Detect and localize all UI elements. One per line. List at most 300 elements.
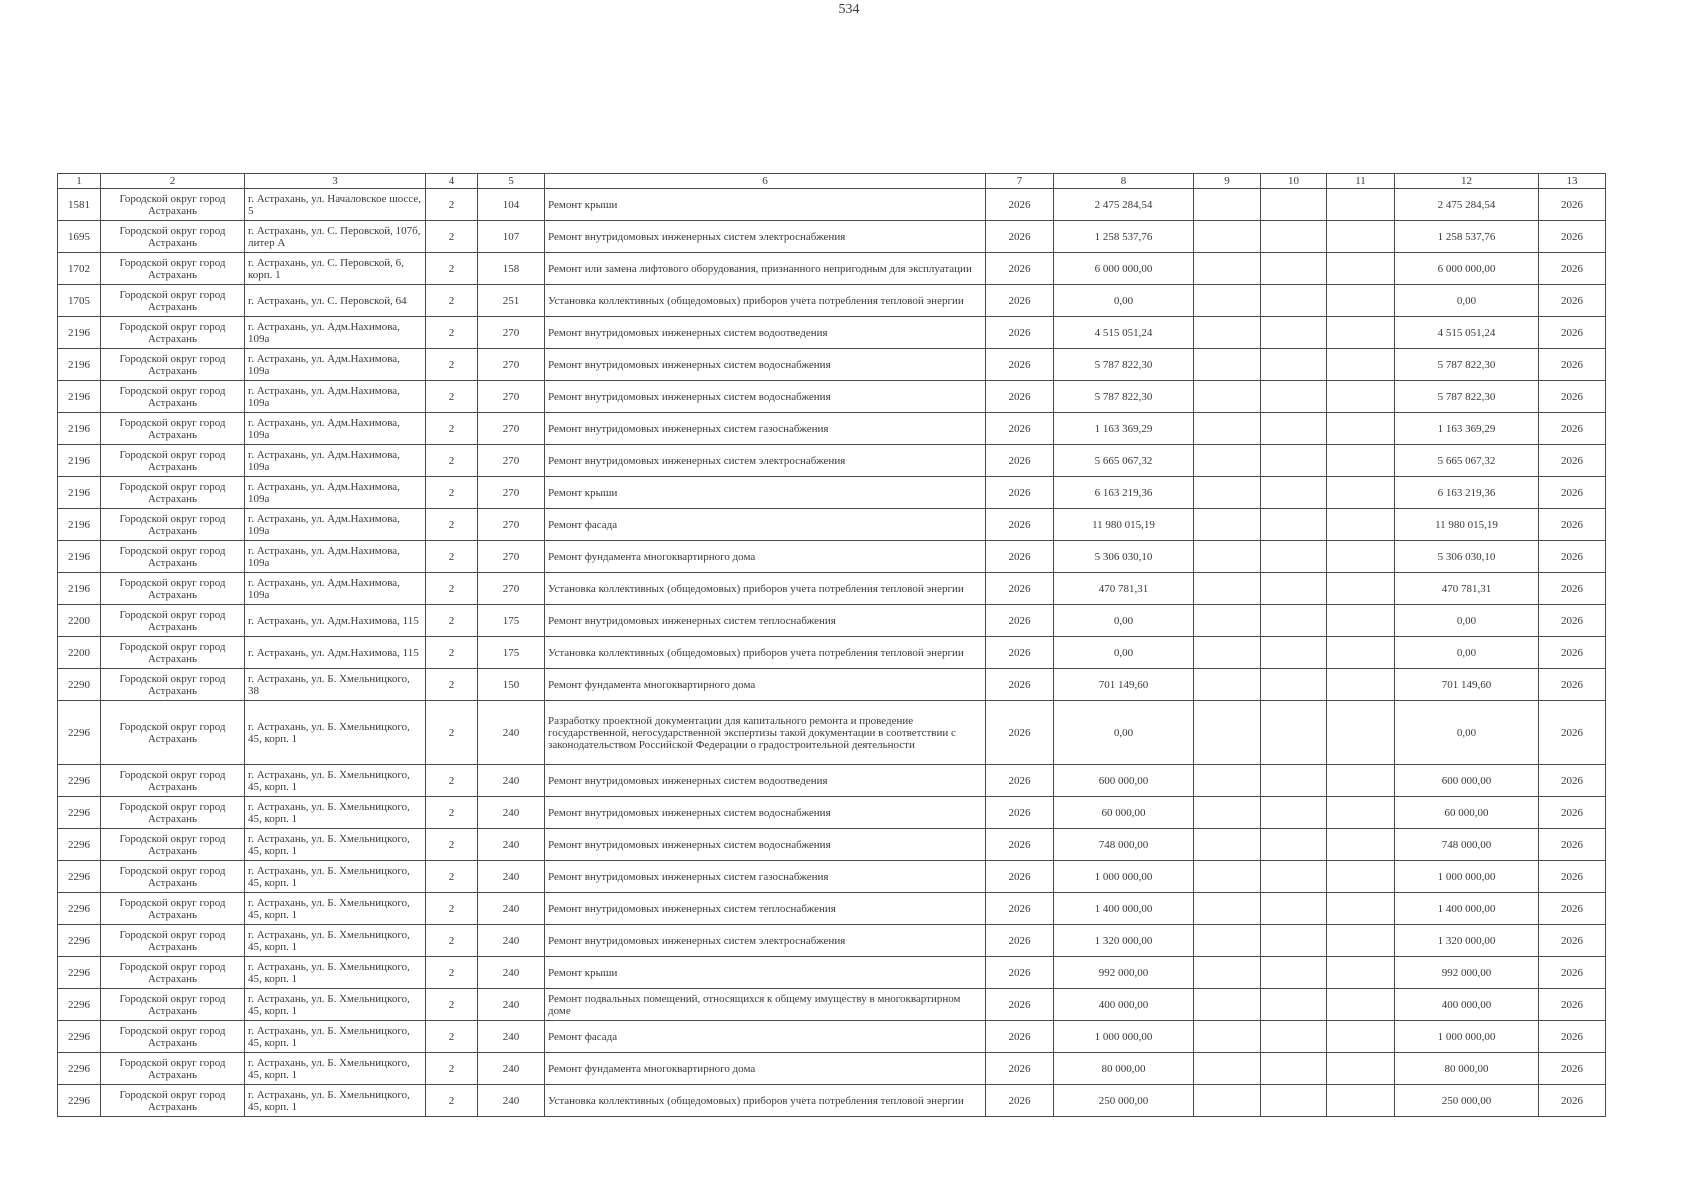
cell-year: 2026: [986, 541, 1054, 573]
cell-year: 2026: [986, 957, 1054, 989]
cell-col-5: 270: [478, 509, 545, 541]
cell-work-type: Установка коллективных (общедомовых) приборов учета потребления тепловой энергии: [545, 637, 986, 669]
cell-record-number: 2296: [58, 1021, 101, 1053]
table-body: [58, 189, 1606, 1117]
cell-completion-year: 2026: [1539, 637, 1606, 669]
cell-col-4: 2: [426, 413, 478, 445]
cell-record-number: 2196: [58, 445, 101, 477]
cell-address: г. Астрахань, ул. Адм.Нахимова, 109а: [245, 413, 426, 445]
cell-col-9: [1194, 797, 1261, 829]
cell-cost: 4 515 051,24: [1054, 317, 1194, 349]
cell-year: 2026: [986, 349, 1054, 381]
cell-work-type: Ремонт внутридомовых инженерных систем водоснабжения: [545, 829, 986, 861]
cell-address: г. Астрахань, ул. Б. Хмельницкого, 45, корп. 1: [245, 957, 426, 989]
cell-col-9: [1194, 1085, 1261, 1117]
cell-col-4: 2: [426, 573, 478, 605]
cell-col-10: [1261, 221, 1327, 253]
cell-completion-year: 2026: [1539, 413, 1606, 445]
cell-record-number: 2196: [58, 509, 101, 541]
header-cell: 11: [1327, 174, 1395, 189]
cell-col-5: 240: [478, 1021, 545, 1053]
cell-col-11: [1327, 317, 1395, 349]
cell-fund-amount: 701 149,60: [1395, 669, 1539, 701]
cell-address: г. Астрахань, ул. Б. Хмельницкого, 38: [245, 669, 426, 701]
cell-work-type: Ремонт крыши: [545, 189, 986, 221]
cell-address: г. Астрахань, ул. Адм.Нахимова, 109а: [245, 573, 426, 605]
cell-year: 2026: [986, 253, 1054, 285]
cell-address: г. Астрахань, ул. Адм.Нахимова, 115: [245, 637, 426, 669]
cell-completion-year: 2026: [1539, 925, 1606, 957]
cell-col-10: [1261, 285, 1327, 317]
cell-work-type: Ремонт крыши: [545, 477, 986, 509]
cell-col-11: [1327, 829, 1395, 861]
header-cell: 1: [58, 174, 101, 189]
cell-year: 2026: [986, 381, 1054, 413]
cell-work-type: Ремонт внутридомовых инженерных систем водоснабжения: [545, 797, 986, 829]
cell-cost: 701 149,60: [1054, 669, 1194, 701]
cell-fund-amount: 1 400 000,00: [1395, 893, 1539, 925]
cell-col-4: 2: [426, 605, 478, 637]
cell-col-5: 270: [478, 413, 545, 445]
cell-fund-amount: 80 000,00: [1395, 1053, 1539, 1085]
capital-repair-table: [57, 173, 1606, 1117]
cell-municipality: Городской округ город Астрахань: [101, 925, 245, 957]
cell-col-4: 2: [426, 317, 478, 349]
cell-fund-amount: 0,00: [1395, 605, 1539, 637]
cell-col-9: [1194, 189, 1261, 221]
cell-col-10: [1261, 317, 1327, 349]
cell-col-5: 240: [478, 765, 545, 797]
cell-work-type: Ремонт внутридомовых инженерных систем газоснабжения: [545, 861, 986, 893]
cell-completion-year: 2026: [1539, 509, 1606, 541]
cell-col-10: [1261, 829, 1327, 861]
cell-col-5: 240: [478, 701, 545, 765]
cell-municipality: Городской округ город Астрахань: [101, 605, 245, 637]
cell-address: г. Астрахань, ул. Адм.Нахимова, 109а: [245, 349, 426, 381]
cell-col-11: [1327, 541, 1395, 573]
cell-col-5: 240: [478, 861, 545, 893]
header-cell: 3: [245, 174, 426, 189]
cell-work-type: Ремонт внутридомовых инженерных систем электроснабжения: [545, 925, 986, 957]
cell-col-9: [1194, 669, 1261, 701]
cell-col-11: [1327, 509, 1395, 541]
cell-municipality: Городской округ город Астрахань: [101, 317, 245, 349]
cell-completion-year: 2026: [1539, 957, 1606, 989]
cell-col-11: [1327, 989, 1395, 1021]
cell-work-type: Ремонт внутридомовых инженерных систем теплоснабжения: [545, 605, 986, 637]
cell-col-5: 270: [478, 381, 545, 413]
cell-record-number: 2196: [58, 477, 101, 509]
cell-year: 2026: [986, 797, 1054, 829]
cell-col-4: 2: [426, 189, 478, 221]
cell-year: 2026: [986, 445, 1054, 477]
cell-municipality: Городской округ город Астрахань: [101, 701, 245, 765]
cell-address: г. Астрахань, ул. Б. Хмельницкого, 45, корп. 1: [245, 1053, 426, 1085]
cell-completion-year: 2026: [1539, 189, 1606, 221]
cell-col-11: [1327, 605, 1395, 637]
cell-fund-amount: 992 000,00: [1395, 957, 1539, 989]
cell-col-9: [1194, 989, 1261, 1021]
cell-col-11: [1327, 413, 1395, 445]
cell-year: 2026: [986, 989, 1054, 1021]
cell-municipality: Городской округ город Астрахань: [101, 669, 245, 701]
cell-col-11: [1327, 669, 1395, 701]
cell-record-number: 1702: [58, 253, 101, 285]
cell-cost: 5 306 030,10: [1054, 541, 1194, 573]
cell-address: г. Астрахань, ул. Б. Хмельницкого, 45, корп. 1: [245, 925, 426, 957]
cell-col-11: [1327, 445, 1395, 477]
cell-work-type: Ремонт подвальных помещений, относящихся к общему имуществу в многоквартирном доме: [545, 989, 986, 1021]
cell-col-11: [1327, 573, 1395, 605]
cell-fund-amount: 250 000,00: [1395, 1085, 1539, 1117]
cell-col-4: 2: [426, 349, 478, 381]
cell-col-5: 240: [478, 925, 545, 957]
cell-fund-amount: 11 980 015,19: [1395, 509, 1539, 541]
cell-col-10: [1261, 861, 1327, 893]
cell-cost: 11 980 015,19: [1054, 509, 1194, 541]
cell-cost: 250 000,00: [1054, 1085, 1194, 1117]
cell-year: 2026: [986, 317, 1054, 349]
cell-address: г. Астрахань, ул. Б. Хмельницкого, 45, корп. 1: [245, 861, 426, 893]
header-cell: 9: [1194, 174, 1261, 189]
cell-address: г. Астрахань, ул. Началовское шоссе, 5: [245, 189, 426, 221]
cell-col-10: [1261, 445, 1327, 477]
cell-year: 2026: [986, 701, 1054, 765]
cell-col-9: [1194, 509, 1261, 541]
cell-cost: 0,00: [1054, 701, 1194, 765]
cell-col-4: 2: [426, 829, 478, 861]
cell-col-5: 270: [478, 477, 545, 509]
cell-completion-year: 2026: [1539, 669, 1606, 701]
table-row: [58, 765, 1606, 797]
cell-col-10: [1261, 1085, 1327, 1117]
cell-completion-year: 2026: [1539, 829, 1606, 861]
cell-col-4: 2: [426, 765, 478, 797]
table-row: [58, 957, 1606, 989]
cell-col-4: 2: [426, 541, 478, 573]
cell-col-10: [1261, 701, 1327, 765]
cell-work-type: Ремонт внутридомовых инженерных систем водоотведения: [545, 765, 986, 797]
cell-municipality: Городской округ город Астрахань: [101, 1053, 245, 1085]
cell-col-11: [1327, 861, 1395, 893]
cell-col-9: [1194, 637, 1261, 669]
cell-cost: 6 163 219,36: [1054, 477, 1194, 509]
cell-col-5: 251: [478, 285, 545, 317]
cell-record-number: 2296: [58, 797, 101, 829]
cell-col-9: [1194, 925, 1261, 957]
cell-record-number: 2196: [58, 349, 101, 381]
cell-col-11: [1327, 765, 1395, 797]
cell-completion-year: 2026: [1539, 1021, 1606, 1053]
cell-work-type: Ремонт внутридомовых инженерных систем теплоснабжения: [545, 893, 986, 925]
cell-municipality: Городской округ город Астрахань: [101, 637, 245, 669]
cell-col-5: 240: [478, 957, 545, 989]
cell-record-number: 2296: [58, 925, 101, 957]
cell-work-type: Ремонт внутридомовых инженерных систем водоснабжения: [545, 349, 986, 381]
cell-record-number: 1581: [58, 189, 101, 221]
table-row: [58, 861, 1606, 893]
cell-col-9: [1194, 541, 1261, 573]
cell-fund-amount: 1 258 537,76: [1395, 221, 1539, 253]
cell-record-number: 2296: [58, 957, 101, 989]
cell-fund-amount: 600 000,00: [1395, 765, 1539, 797]
cell-address: г. Астрахань, ул. Адм.Нахимова, 109а: [245, 445, 426, 477]
cell-work-type: Ремонт фасада: [545, 1021, 986, 1053]
cell-col-10: [1261, 509, 1327, 541]
cell-work-type: Установка коллективных (общедомовых) приборов учета потребления тепловой энергии: [545, 1085, 986, 1117]
cell-municipality: Городской округ город Астрахань: [101, 829, 245, 861]
cell-col-10: [1261, 797, 1327, 829]
cell-municipality: Городской округ город Астрахань: [101, 957, 245, 989]
cell-col-10: [1261, 957, 1327, 989]
cell-work-type: Ремонт внутридомовых инженерных систем электроснабжения: [545, 445, 986, 477]
cell-col-5: 107: [478, 221, 545, 253]
cell-col-4: 2: [426, 477, 478, 509]
cell-col-9: [1194, 829, 1261, 861]
cell-address: г. Астрахань, ул. С. Перовской, 64: [245, 285, 426, 317]
cell-col-9: [1194, 701, 1261, 765]
cell-year: 2026: [986, 829, 1054, 861]
cell-address: г. Астрахань, ул. Б. Хмельницкого, 45, корп. 1: [245, 829, 426, 861]
cell-fund-amount: 748 000,00: [1395, 829, 1539, 861]
cell-address: г. Астрахань, ул. Адм.Нахимова, 109а: [245, 541, 426, 573]
cell-fund-amount: 5 665 067,32: [1395, 445, 1539, 477]
cell-fund-amount: 5 787 822,30: [1395, 349, 1539, 381]
cell-col-11: [1327, 701, 1395, 765]
cell-completion-year: 2026: [1539, 573, 1606, 605]
cell-fund-amount: 0,00: [1395, 637, 1539, 669]
cell-cost: 600 000,00: [1054, 765, 1194, 797]
cell-col-5: 240: [478, 1085, 545, 1117]
cell-completion-year: 2026: [1539, 1085, 1606, 1117]
cell-record-number: 2296: [58, 989, 101, 1021]
header-cell: 2: [101, 174, 245, 189]
cell-municipality: Городской округ город Астрахань: [101, 893, 245, 925]
table-row: [58, 669, 1606, 701]
cell-record-number: 2196: [58, 381, 101, 413]
cell-address: г. Астрахань, ул. С. Перовской, 6, корп. 1: [245, 253, 426, 285]
cell-fund-amount: 2 475 284,54: [1395, 189, 1539, 221]
cell-cost: 1 258 537,76: [1054, 221, 1194, 253]
cell-col-11: [1327, 925, 1395, 957]
cell-completion-year: 2026: [1539, 349, 1606, 381]
cell-fund-amount: 1 000 000,00: [1395, 861, 1539, 893]
cell-work-type: Ремонт внутридомовых инженерных систем газоснабжения: [545, 413, 986, 445]
table-row: [58, 317, 1606, 349]
cell-fund-amount: 4 515 051,24: [1395, 317, 1539, 349]
cell-year: 2026: [986, 477, 1054, 509]
cell-col-9: [1194, 413, 1261, 445]
cell-fund-amount: 1 320 000,00: [1395, 925, 1539, 957]
cell-address: г. Астрахань, ул. Адм.Нахимова, 109а: [245, 381, 426, 413]
header-cell: 10: [1261, 174, 1327, 189]
cell-completion-year: 2026: [1539, 893, 1606, 925]
cell-municipality: Городской округ город Астрахань: [101, 349, 245, 381]
cell-completion-year: 2026: [1539, 285, 1606, 317]
cell-cost: 1 320 000,00: [1054, 925, 1194, 957]
cell-municipality: Городской округ город Астрахань: [101, 477, 245, 509]
header-cell: 13: [1539, 174, 1606, 189]
cell-completion-year: 2026: [1539, 861, 1606, 893]
cell-cost: 6 000 000,00: [1054, 253, 1194, 285]
cell-municipality: Городской округ город Астрахань: [101, 285, 245, 317]
cell-address: г. Астрахань, ул. С. Перовской, 107б, литер А: [245, 221, 426, 253]
cell-fund-amount: 400 000,00: [1395, 989, 1539, 1021]
cell-col-5: 175: [478, 637, 545, 669]
cell-address: г. Астрахань, ул. Б. Хмельницкого, 45, корп. 1: [245, 765, 426, 797]
cell-col-10: [1261, 1053, 1327, 1085]
cell-completion-year: 2026: [1539, 253, 1606, 285]
cell-year: 2026: [986, 1021, 1054, 1053]
table-row: [58, 925, 1606, 957]
cell-address: г. Астрахань, ул. Адм.Нахимова, 109а: [245, 317, 426, 349]
cell-municipality: Городской округ город Астрахань: [101, 413, 245, 445]
cell-fund-amount: 6 163 219,36: [1395, 477, 1539, 509]
table-row: [58, 381, 1606, 413]
page-number: 534: [838, 2, 860, 17]
cell-completion-year: 2026: [1539, 221, 1606, 253]
cell-work-type: Ремонт фасада: [545, 509, 986, 541]
cell-completion-year: 2026: [1539, 381, 1606, 413]
cell-municipality: Городской округ город Астрахань: [101, 573, 245, 605]
cell-col-10: [1261, 605, 1327, 637]
table-row: [58, 701, 1606, 765]
cell-work-type: Ремонт фундамента многоквартирного дома: [545, 541, 986, 573]
cell-work-type: Разработку проектной документации для капитального ремонта и проведение государственной, негосударственной экспертизы такой документации в соответствии с законодательством Российской Федерации о градостроительной деятельности: [545, 701, 986, 765]
cell-col-5: 104: [478, 189, 545, 221]
table-row: [58, 797, 1606, 829]
cell-col-10: [1261, 1021, 1327, 1053]
cell-col-11: [1327, 221, 1395, 253]
table-row: [58, 893, 1606, 925]
cell-cost: 1 163 369,29: [1054, 413, 1194, 445]
cell-completion-year: 2026: [1539, 989, 1606, 1021]
cell-cost: 1 000 000,00: [1054, 861, 1194, 893]
cell-col-4: 2: [426, 957, 478, 989]
cell-col-11: [1327, 189, 1395, 221]
header-row: [58, 174, 1606, 189]
cell-col-5: 270: [478, 349, 545, 381]
cell-col-11: [1327, 349, 1395, 381]
cell-col-10: [1261, 381, 1327, 413]
cell-col-4: 2: [426, 797, 478, 829]
cell-record-number: 1705: [58, 285, 101, 317]
cell-fund-amount: 470 781,31: [1395, 573, 1539, 605]
cell-col-5: 240: [478, 989, 545, 1021]
cell-col-10: [1261, 189, 1327, 221]
cell-completion-year: 2026: [1539, 1053, 1606, 1085]
cell-col-4: 2: [426, 925, 478, 957]
cell-completion-year: 2026: [1539, 477, 1606, 509]
cell-address: г. Астрахань, ул. Б. Хмельницкого, 45, корп. 1: [245, 797, 426, 829]
table-row: [58, 1053, 1606, 1085]
cell-col-4: 2: [426, 1021, 478, 1053]
cell-address: г. Астрахань, ул. Б. Хмельницкого, 45, корп. 1: [245, 989, 426, 1021]
cell-col-11: [1327, 1053, 1395, 1085]
cell-col-5: 240: [478, 797, 545, 829]
cell-col-10: [1261, 637, 1327, 669]
cell-fund-amount: 0,00: [1395, 701, 1539, 765]
table-row: [58, 541, 1606, 573]
cell-cost: 470 781,31: [1054, 573, 1194, 605]
cell-col-9: [1194, 765, 1261, 797]
cell-address: г. Астрахань, ул. Адм.Нахимова, 109а: [245, 509, 426, 541]
cell-year: 2026: [986, 861, 1054, 893]
cell-year: 2026: [986, 1085, 1054, 1117]
cell-address: г. Астрахань, ул. Б. Хмельницкого, 45, корп. 1: [245, 701, 426, 765]
cell-record-number: 2296: [58, 701, 101, 765]
cell-record-number: 2196: [58, 413, 101, 445]
cell-completion-year: 2026: [1539, 317, 1606, 349]
cell-cost: 5 787 822,30: [1054, 349, 1194, 381]
header-cell: 4: [426, 174, 478, 189]
cell-col-5: 240: [478, 893, 545, 925]
cell-col-9: [1194, 477, 1261, 509]
table-row: [58, 509, 1606, 541]
cell-fund-amount: 1 000 000,00: [1395, 1021, 1539, 1053]
cell-fund-amount: 60 000,00: [1395, 797, 1539, 829]
cell-record-number: 2296: [58, 1085, 101, 1117]
table-row: [58, 605, 1606, 637]
table-row: [58, 989, 1606, 1021]
cell-col-5: 270: [478, 541, 545, 573]
cell-col-9: [1194, 861, 1261, 893]
cell-fund-amount: 6 000 000,00: [1395, 253, 1539, 285]
cell-record-number: 2200: [58, 605, 101, 637]
cell-cost: 60 000,00: [1054, 797, 1194, 829]
cell-col-4: 2: [426, 285, 478, 317]
cell-col-10: [1261, 413, 1327, 445]
cell-col-9: [1194, 381, 1261, 413]
cell-record-number: 2290: [58, 669, 101, 701]
cell-col-5: 175: [478, 605, 545, 637]
cell-municipality: Городской округ город Астрахань: [101, 1085, 245, 1117]
cell-col-9: [1194, 893, 1261, 925]
cell-municipality: Городской округ город Астрахань: [101, 509, 245, 541]
cell-fund-amount: 5 787 822,30: [1395, 381, 1539, 413]
cell-col-9: [1194, 573, 1261, 605]
cell-record-number: 2196: [58, 317, 101, 349]
cell-address: г. Астрахань, ул. Б. Хмельницкого, 45, корп. 1: [245, 1021, 426, 1053]
cell-col-10: [1261, 893, 1327, 925]
cell-col-4: 2: [426, 253, 478, 285]
cell-col-11: [1327, 1021, 1395, 1053]
cell-col-11: [1327, 477, 1395, 509]
table-row: [58, 349, 1606, 381]
cell-work-type: Ремонт или замена лифтового оборудования, признанного непригодным для эксплуатации: [545, 253, 986, 285]
cell-col-10: [1261, 925, 1327, 957]
cell-record-number: 2296: [58, 829, 101, 861]
cell-col-10: [1261, 253, 1327, 285]
table-row: [58, 221, 1606, 253]
cell-col-4: 2: [426, 509, 478, 541]
cell-cost: 400 000,00: [1054, 989, 1194, 1021]
cell-cost: 5 665 067,32: [1054, 445, 1194, 477]
cell-municipality: Городской округ город Астрахань: [101, 189, 245, 221]
cell-fund-amount: 0,00: [1395, 285, 1539, 317]
cell-year: 2026: [986, 637, 1054, 669]
cell-col-10: [1261, 573, 1327, 605]
cell-col-4: 2: [426, 445, 478, 477]
table-row: [58, 253, 1606, 285]
table-row: [58, 285, 1606, 317]
cell-col-9: [1194, 1021, 1261, 1053]
table-row: [58, 189, 1606, 221]
table-row: [58, 413, 1606, 445]
cell-municipality: Городской округ город Астрахань: [101, 445, 245, 477]
cell-cost: 992 000,00: [1054, 957, 1194, 989]
cell-year: 2026: [986, 925, 1054, 957]
